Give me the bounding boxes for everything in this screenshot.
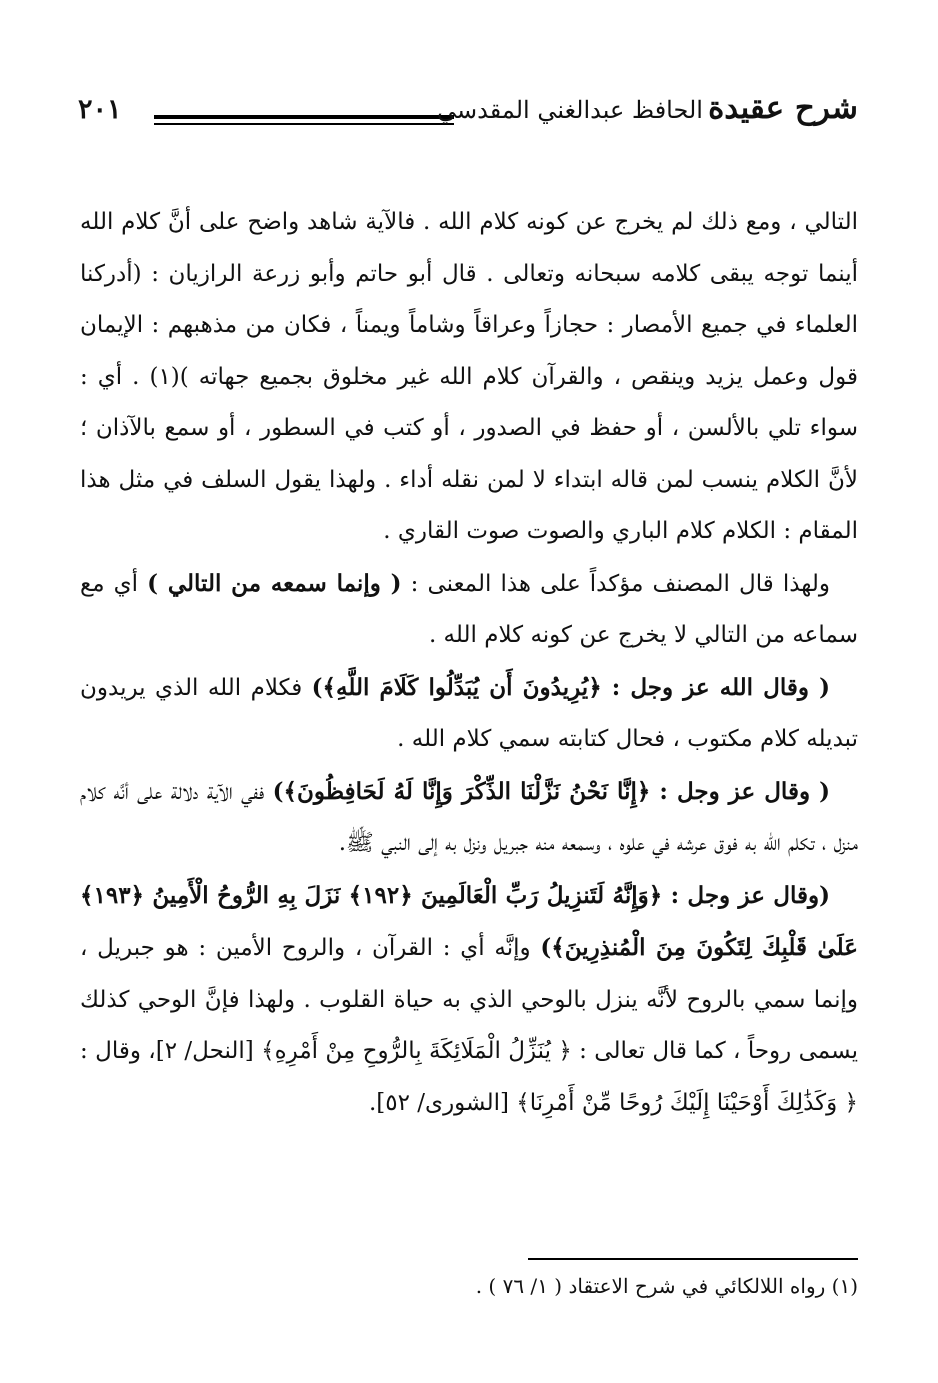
paragraph-text: وإنَّه أي : القرآن ، والروح الأمين : هو جبريل ، وإنما سمي بالروح لأنَّه ينزل بالوحي الذي به حياة القلوب . ولهذا فإنَّ الوحي كذلك يسمى روحاً ، كما قال تعالى : ﴿ يُنَزِّلُ الْمَلَائِكَةَ بِالرُّوحِ مِنْ أَمْرِهِ﴾ [النحل/ ٢]، وقال : ﴿ وَكَذَٰلِكَ أَوْحَيْنَا إِلَيْكَ رُوحًا مِّنْ أَمْرِنَا﴾ [الشورى/ ٥٢]. [80,935,859,1116]
bold-quote: ( وقال الله عز وجل : ﴿يُرِيدُونَ أَن يُبَدِّلُوا كَلَامَ اللَّهِ﴾) [311,673,830,701]
body-text [80,196,858,1129]
page-number: ٢٠١ [78,94,122,125]
paragraph-text: التالي ، ومع ذلك لم يخرج عن كونه كلام الله . فالآية شاهد واضح على أنَّ كلام الله أينما توجه يبقى كلامه سبحانه وتعالى . قال أبو حاتم وأبو زرعة الرازيان : (أدركنا العلماء في جميع الأمصار : حجازاً وعراقاً وشاماً ويمناً ، فكان من مذهبهم : الإيمان قول وعمل يزيد وينقص ، والقرآن كلام الله غير مخلوق بجميع جهاته )(١) . أي : سواء تلي بالألسن ، أو حفظ في الصدور ، أو كتب في السطور ، أو سمع بالآذان ؛ لأنَّ الكلام ينسب لمن قاله ابتداء لا لمن نقله أداء . ولهذا يقول السلف في مثل هذا المقام : الكلام كلام الباري والصوت صوت القاري . [80,209,858,544]
bold-quote: ( وقال عز وجل : ﴿إِنَّا نَحْنُ نَزَّلْنَا الذِّكْرَ وَإِنَّا لَهُ لَحَافِظُونَ﴾) [272,777,830,805]
paragraph-text: أي مع سماعه من التالي لا يخرج عن كونه كلام الله . [80,570,858,648]
paragraph-text: فكلام الله الذي يريدون تبديله كلام مكتوب ، فحال كتابته سمي كلام الله . [80,674,858,752]
running-title-bold: شرح عقيدة [708,90,858,126]
header-rule [154,115,454,125]
paragraph-2 [80,558,858,662]
paragraph-4 [80,766,858,870]
bold-quote: (وقال عز وجل : ﴿وَإِنَّهُ لَتَنزِيلُ رَبِّ الْعَالَمِينَ ﴿١٩٢﴾ نَزَلَ بِهِ الرُّوحُ الْأَمِينُ ﴿١٩٣﴾ عَلَىٰ قَلْبِكَ لِتَكُونَ مِنَ الْمُنذِرِينَ﴾) [80,881,858,961]
paragraph-text: ولهذا قال المصنف مؤكداً على هذا المعنى : [401,570,830,597]
paragraph-1 [80,196,858,558]
paragraph-5 [80,870,858,1130]
bold-quote: ( وإنما سمعه من التالي ) [147,569,402,597]
paragraph-text: ففي الآية دلالة على أنَّه كلام منزل ، تكلم الله به فوق عرشه في علوه ، وسمعه منه جبريل ونزل به إلى النبي ﷺ. [80,778,858,856]
running-title [437,90,858,126]
paragraph-3 [80,662,858,766]
running-title-rest: الحافظ عبدالغني المقدسي [437,96,703,124]
page-header [60,88,858,136]
footnote-rule [528,1258,858,1260]
footnote: (١) رواه اللالكائي في شرح الاعتقاد ( ١/ ٧٦ ) . [475,1274,858,1298]
